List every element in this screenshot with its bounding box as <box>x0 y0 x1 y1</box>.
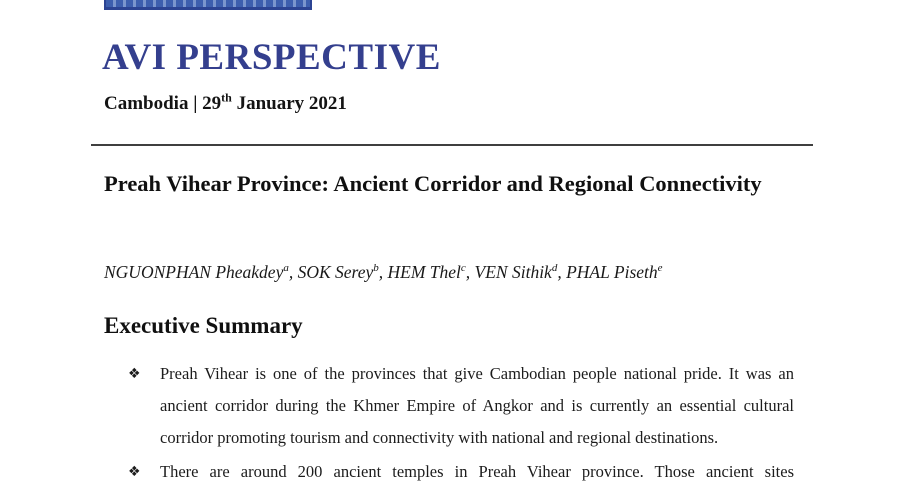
author-affiliation-superscript: a <box>283 262 289 275</box>
masthead-title: AVI PERSPECTIVE <box>102 37 441 78</box>
author-name: , SOK Serey <box>288 262 374 282</box>
bullet-text: There are around 200 ancient temples in Preah Vihear province. Those ancient sites <box>160 462 794 481</box>
avi-logo-banner <box>104 0 312 10</box>
author-affiliation-superscript: c <box>460 262 466 275</box>
author-affiliation-superscript: d <box>551 262 558 275</box>
diamond-bullet-icon: ❖ <box>128 366 141 382</box>
author-affiliation-superscript: b <box>373 262 379 275</box>
dateline-prefix: Cambodia | 29 <box>104 93 222 114</box>
section-heading-executive-summary: Executive Summary <box>104 313 303 338</box>
diamond-bullet-icon: ❖ <box>128 464 141 480</box>
author-name: , PHAL Piseth <box>557 262 658 282</box>
author-line <box>104 260 824 285</box>
dateline-suffix: January 2021 <box>231 93 347 114</box>
author-affiliation-superscript: e <box>657 262 663 275</box>
author-name: , HEM Thel <box>378 262 461 282</box>
horizontal-rule <box>91 144 813 146</box>
author-name: , VEN Sithik <box>465 262 552 282</box>
author-name: NGUONPHAN Pheakdey <box>104 262 284 282</box>
dateline-superscript: th <box>221 90 232 105</box>
list-item <box>104 456 794 488</box>
list-item <box>104 358 794 454</box>
article-title: Preah Vihear Province: Ancient Corridor and Regional Connectivity <box>104 171 762 196</box>
executive-summary-list <box>104 358 794 490</box>
bullet-text: Preah Vihear is one of the provinces that give Cambodian people national pride. It was an ancient corridor during the Khmer Empire of Angkor and is currently an essential cultural corridor promoting tourism and connectivity with national and regional destinations. <box>160 364 794 447</box>
dateline <box>104 91 347 117</box>
